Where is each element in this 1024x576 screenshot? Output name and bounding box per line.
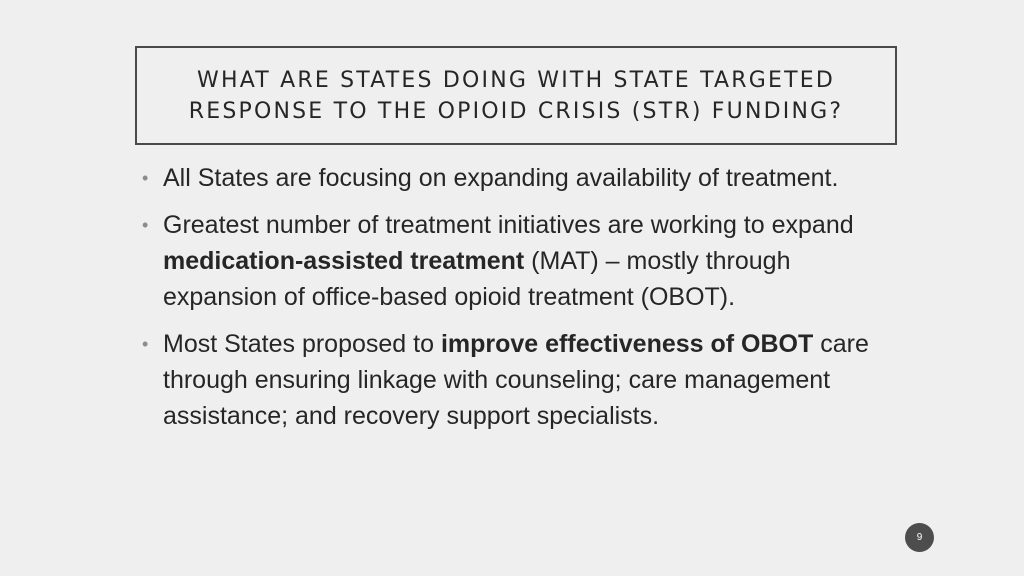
- bullet-text-before: Greatest number of treatment initiatives are working to expand: [163, 211, 854, 239]
- bullet-dot-icon: •: [142, 168, 149, 188]
- bullet-text-after: (MAT) – mostly through expansion of office-based opioid treatment (OBOT).: [163, 247, 791, 311]
- bullet-item: [140, 207, 900, 315]
- bullet-text-before: Most States proposed to: [163, 330, 441, 358]
- slide-title-line-1: WHAT ARE STATES DOING WITH STATE TARGETED: [197, 67, 835, 93]
- bullet-text-bold: improve effectiveness of OBOT: [440, 330, 814, 358]
- bullet-text-after: care through ensuring linkage with counseling; care management assistance; and recovery support specialists.: [163, 330, 869, 430]
- page-number-badge: 9: [905, 523, 934, 552]
- bullet-dot-icon: •: [142, 334, 149, 354]
- bullet-dot-icon: •: [142, 215, 149, 235]
- slide-title-box: [135, 46, 897, 145]
- bullet-item: [140, 326, 900, 434]
- bullet-list: [140, 160, 900, 445]
- bullet-text: All States are focusing on expanding availability of treatment.: [163, 164, 839, 192]
- bullet-item: [140, 160, 900, 196]
- bullet-text-bold: medication-assisted treatment: [163, 247, 525, 275]
- slide-title-line-2: RESPONSE TO THE OPIOID CRISIS (STR) FUNDING?: [188, 98, 844, 124]
